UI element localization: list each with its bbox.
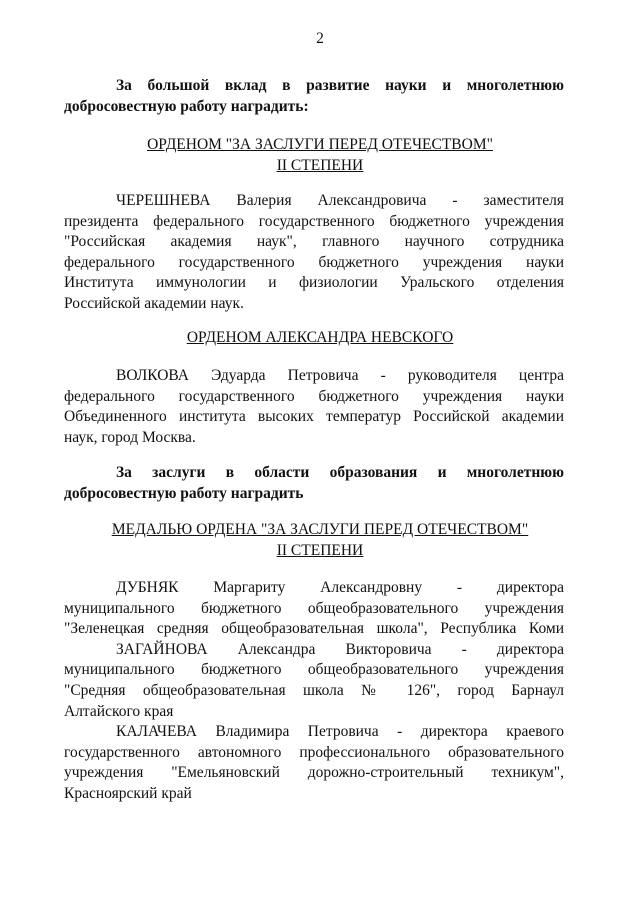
recipient-line: ДУБНЯК Маргариту Александровну - директора [116, 579, 564, 596]
recipient-chereshnev [64, 191, 564, 315]
recipient-line: Красноярский край [64, 784, 192, 802]
section1-intro [64, 76, 564, 117]
recipient-line: президента федерального государственного бюджетного учреждения [64, 212, 564, 230]
recipient-line: Алтайского края [64, 702, 174, 720]
page-number: 2 [316, 30, 324, 47]
recipient-line: КАЛАЧЕВА Владимира Петровича - директора краевого [116, 723, 564, 741]
recipient-line: "Российская академия наук", главного научного сотрудника [64, 233, 564, 251]
recipient-line: ВОЛКОВА Эдуарда Петровича - руководителя центра [116, 367, 564, 384]
recipient-line: муниципального бюджетного общеобразовательного учреждения [64, 599, 564, 617]
recipient-kalachev [64, 722, 564, 804]
section3-intro [64, 463, 564, 504]
recipient-volkov [64, 366, 564, 448]
award-heading-order-merit [0, 135, 640, 176]
recipient-line: учреждения "Емельяновский дорожно-строительный техникум", [64, 764, 564, 782]
intro-line: добросовестную работу наградить [64, 484, 304, 502]
recipient-zagaynov [64, 640, 564, 722]
recipient-dubnyak [64, 578, 564, 640]
recipient-line: Российской академии наук. [64, 294, 244, 312]
recipient-line: Института иммунологии и физиологии Уральского отделения [64, 274, 564, 292]
intro-line: За заслуги в области образования и многолетнюю [116, 464, 564, 481]
award-heading-line: МЕДАЛЬЮ ОРДЕНА "ЗА ЗАСЛУГИ ПЕРЕД ОТЕЧЕСТВОМ" [111, 521, 529, 538]
intro-line: добросовестную работу наградить: [64, 97, 309, 115]
intro-line: За большой вклад в развитие науки и многолетнюю [116, 77, 564, 94]
recipient-line: федерального государственного бюджетного учреждения науки [64, 253, 564, 271]
recipient-line: муниципального бюджетного общеобразовательного учреждения [64, 661, 564, 679]
award-heading-line: II СТЕПЕНИ [276, 541, 364, 559]
recipient-line: федерального государственного бюджетного учреждения науки [64, 387, 564, 405]
recipients-education [64, 578, 564, 805]
award-heading-line: ОРДЕНОМ "ЗА ЗАСЛУГИ ПЕРЕД ОТЕЧЕСТВОМ" [147, 136, 493, 153]
recipient-line: ЧЕРЕШНЕВА Валерия Александровича - заместителя [116, 192, 564, 209]
award-heading-line: ОРДЕНОМ АЛЕКСАНДРА НЕВСКОГО [186, 329, 454, 346]
recipient-line: наук, город Москва. [64, 428, 196, 446]
recipient-line: ЗАГАЙНОВА Александра Викторовича - директора [116, 640, 564, 658]
recipient-line: Объединенного института высоких температур Российской академии [64, 408, 564, 426]
recipient-line: государственного автономного профессионального образовательного [64, 743, 564, 761]
recipient-line: "Зеленецкая средняя общеобразовательная школа", Республика Коми [64, 620, 564, 638]
recipient-line: "Средняя общеобразовательная школа № 126", город Барнаул [64, 681, 564, 699]
award-heading-line: II СТЕПЕНИ [276, 156, 364, 174]
award-heading-nevsky [0, 328, 640, 349]
award-heading-medal [0, 520, 640, 561]
